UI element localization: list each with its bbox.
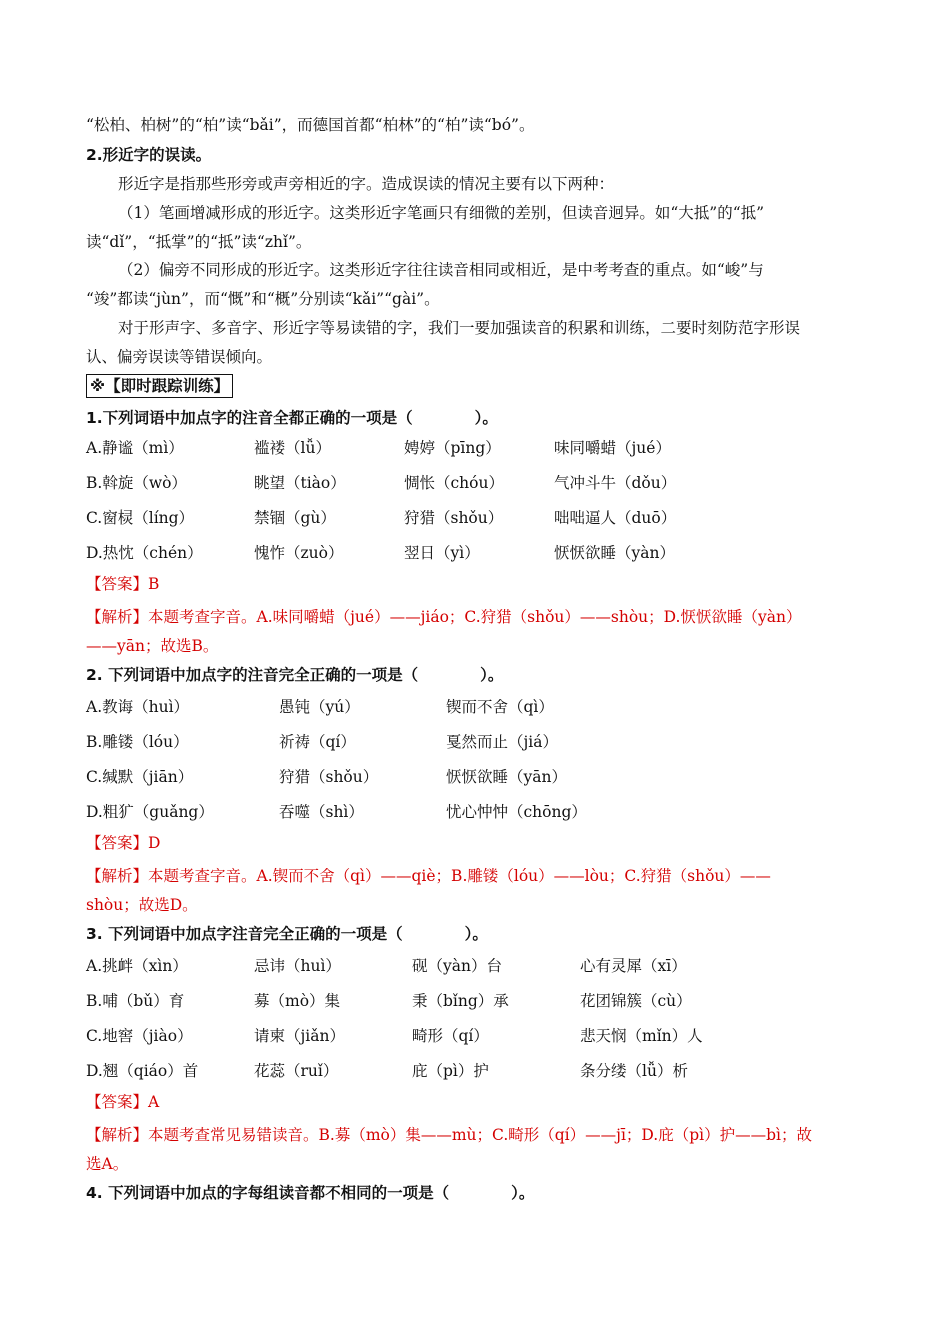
q2-answer: 【答案】D (86, 834, 161, 852)
q3-b-4: 花团锦簇（cù） (580, 992, 692, 1010)
q3-a-2: 忌讳（huì） (254, 957, 341, 975)
paragraph-2a: （1）笔画增减形成的形近字。这类形近字笔画只有细微的差别，但读音迥异。如“大抵”的“抵” (118, 204, 765, 222)
q3-answer: 【答案】A (86, 1093, 160, 1111)
q1-a-1: A.静谧（mì） (86, 439, 184, 457)
q3-analysis-a: 【解析】本题考查常见易错读音。B.募（mò）集——mù；C.畸形（qí）——jī；D.庇（pì）护——bì；故 (86, 1126, 812, 1144)
q1-option-row-c (86, 507, 880, 529)
q2-b-3: 戛然而止（jiá） (446, 733, 559, 751)
q1-a-3: 娉婷（pīng） (404, 439, 501, 457)
q2-d-2: 吞噬（shì） (279, 803, 364, 821)
q2-stem: 2. 下列词语中加点字的注音完全正确的一项是（ ）。 (86, 666, 504, 684)
q2-option-row-d (86, 801, 880, 823)
q2-c-2: 狩猎（shǒu） (279, 768, 379, 786)
q1-option-row-b (86, 472, 880, 494)
q3-d-2: 花蕊（ruǐ） (254, 1062, 339, 1080)
q2-a-3: 锲而不舍（qì） (446, 698, 554, 716)
q3-a-1: A.挑衅（xìn） (86, 957, 188, 975)
q3-a-4: 心有灵犀（xī） (580, 957, 687, 975)
q1-c-1: C.窗棂（líng） (86, 509, 195, 527)
q2-b-1: B.雕镂（lóu） (86, 733, 189, 751)
q1-b-4: 气冲斗牛（dǒu） (554, 474, 677, 492)
q3-a-3: 砚（yàn）台 (412, 957, 502, 975)
q1-d-4: 恹恹欲睡（yàn） (554, 544, 675, 562)
q1-a-4: 味同嚼蜡（jué） (554, 439, 671, 457)
paragraph-4a: 对于形声字、多音字、形近字等易读错的字，我们一要加强读音的积累和训练，二要时刻防范字形误 (118, 319, 801, 337)
section-title-box: ※【即时跟踪训练】 (86, 374, 233, 398)
q1-d-1: D.热忱（chén） (86, 544, 203, 562)
paragraph-1: 形近字是指那些形旁或声旁相近的字。造成误读的情况主要有以下两种： (118, 175, 615, 193)
q1-c-3: 狩猎（shǒu） (404, 509, 504, 527)
q2-analysis-b: shòu；故选D。 (86, 896, 198, 914)
q1-d-3: 翌日（yì） (404, 544, 480, 562)
q2-a-2: 愚钝（yú） (279, 698, 360, 716)
q3-c-3: 畸形（qí） (412, 1027, 489, 1045)
q2-option-row-a (86, 696, 880, 718)
paragraph-2b: 读“dǐ”，“抵掌”的“抵”读“zhǐ”。 (86, 233, 312, 251)
q3-d-3: 庇（pì）护 (412, 1062, 489, 1080)
q3-analysis-b: 选A。 (86, 1155, 129, 1173)
q1-analysis-b: ——yān；故选B。 (86, 637, 219, 655)
q1-answer: 【答案】B (86, 575, 160, 593)
q1-stem: 1.下列词语中加点字的注音全都正确的一项是（ ）。 (86, 409, 498, 427)
section-title (86, 374, 880, 398)
q1-option-row-a (86, 437, 880, 459)
q4-stem: 4. 下列词语中加点的字每组读音都不相同的一项是（ ）。 (86, 1184, 535, 1202)
q3-option-row-a (86, 955, 880, 977)
q3-option-row-c (86, 1025, 880, 1047)
intro-line-1: “松柏、柏树”的“柏”读“bǎi”，而德国首都“柏林”的“柏”读“bó”。 (86, 116, 535, 134)
q2-option-row-b (86, 731, 880, 753)
q3-b-2: 募（mò）集 (254, 992, 341, 1010)
paragraph-3b: “竣”都读“jùn”，而“慨”和“概”分别读“kǎi”“gài”。 (86, 290, 440, 308)
q2-a-1: A.教诲（huì） (86, 698, 190, 716)
q1-a-2: 褴褛（lǚ） (254, 439, 331, 457)
q2-analysis-a: 【解析】本题考查字音。A.锲而不舍（qì）——qiè；B.雕镂（lóu）——lòu；C.狩猎（shǒu）—— (86, 867, 771, 885)
paragraph-4b: 认、偏旁误读等错误倾向。 (86, 348, 273, 366)
q3-b-1: B.哺（bǔ）育 (86, 992, 185, 1010)
q1-b-3: 惆怅（chóu） (404, 474, 504, 492)
q1-c-4: 咄咄逼人（duō） (554, 509, 677, 527)
q3-stem: 3. 下列词语中加点字注音完全正确的一项是（ ）。 (86, 925, 488, 943)
heading-2: 2.形近字的误读。 (86, 146, 212, 164)
q3-d-4: 条分缕（lǚ）析 (580, 1062, 688, 1080)
q2-d-3: 忧心忡忡（chōng） (446, 803, 587, 821)
q2-d-1: D.粗犷（guǎng） (86, 803, 214, 821)
q1-analysis-a: 【解析】本题考查字音。A.味同嚼蜡（jué）——jiáo；C.狩猎（shǒu）——shòu；D.恹恹欲睡（yàn） (86, 608, 802, 626)
q3-c-4: 悲天悯（mǐn）人 (580, 1027, 703, 1045)
q1-c-2: 禁锢（gù） (254, 509, 336, 527)
q3-c-2: 请柬（jiǎn） (254, 1027, 345, 1045)
q3-option-row-d (86, 1060, 880, 1082)
q3-c-1: C.地窖（jiào） (86, 1027, 193, 1045)
q2-c-1: C.缄默（jiān） (86, 768, 194, 786)
q2-b-2: 祈祷（qí） (279, 733, 356, 751)
q2-c-3: 恹恹欲睡（yān） (446, 768, 567, 786)
q3-option-row-b (86, 990, 880, 1012)
q3-d-1: D.翘（qiáo）首 (86, 1062, 199, 1080)
q1-b-1: B.斡旋（wò） (86, 474, 187, 492)
q2-option-row-c (86, 766, 880, 788)
q1-d-2: 愧怍（zuò） (254, 544, 344, 562)
paragraph-3a: （2）偏旁不同形成的形近字。这类形近字往往读音相同或相近，是中考考查的重点。如“峻”与 (118, 261, 764, 279)
q1-option-row-d (86, 542, 880, 564)
q1-b-2: 眺望（tiào） (254, 474, 346, 492)
q3-b-3: 秉（bǐng）承 (412, 992, 509, 1010)
